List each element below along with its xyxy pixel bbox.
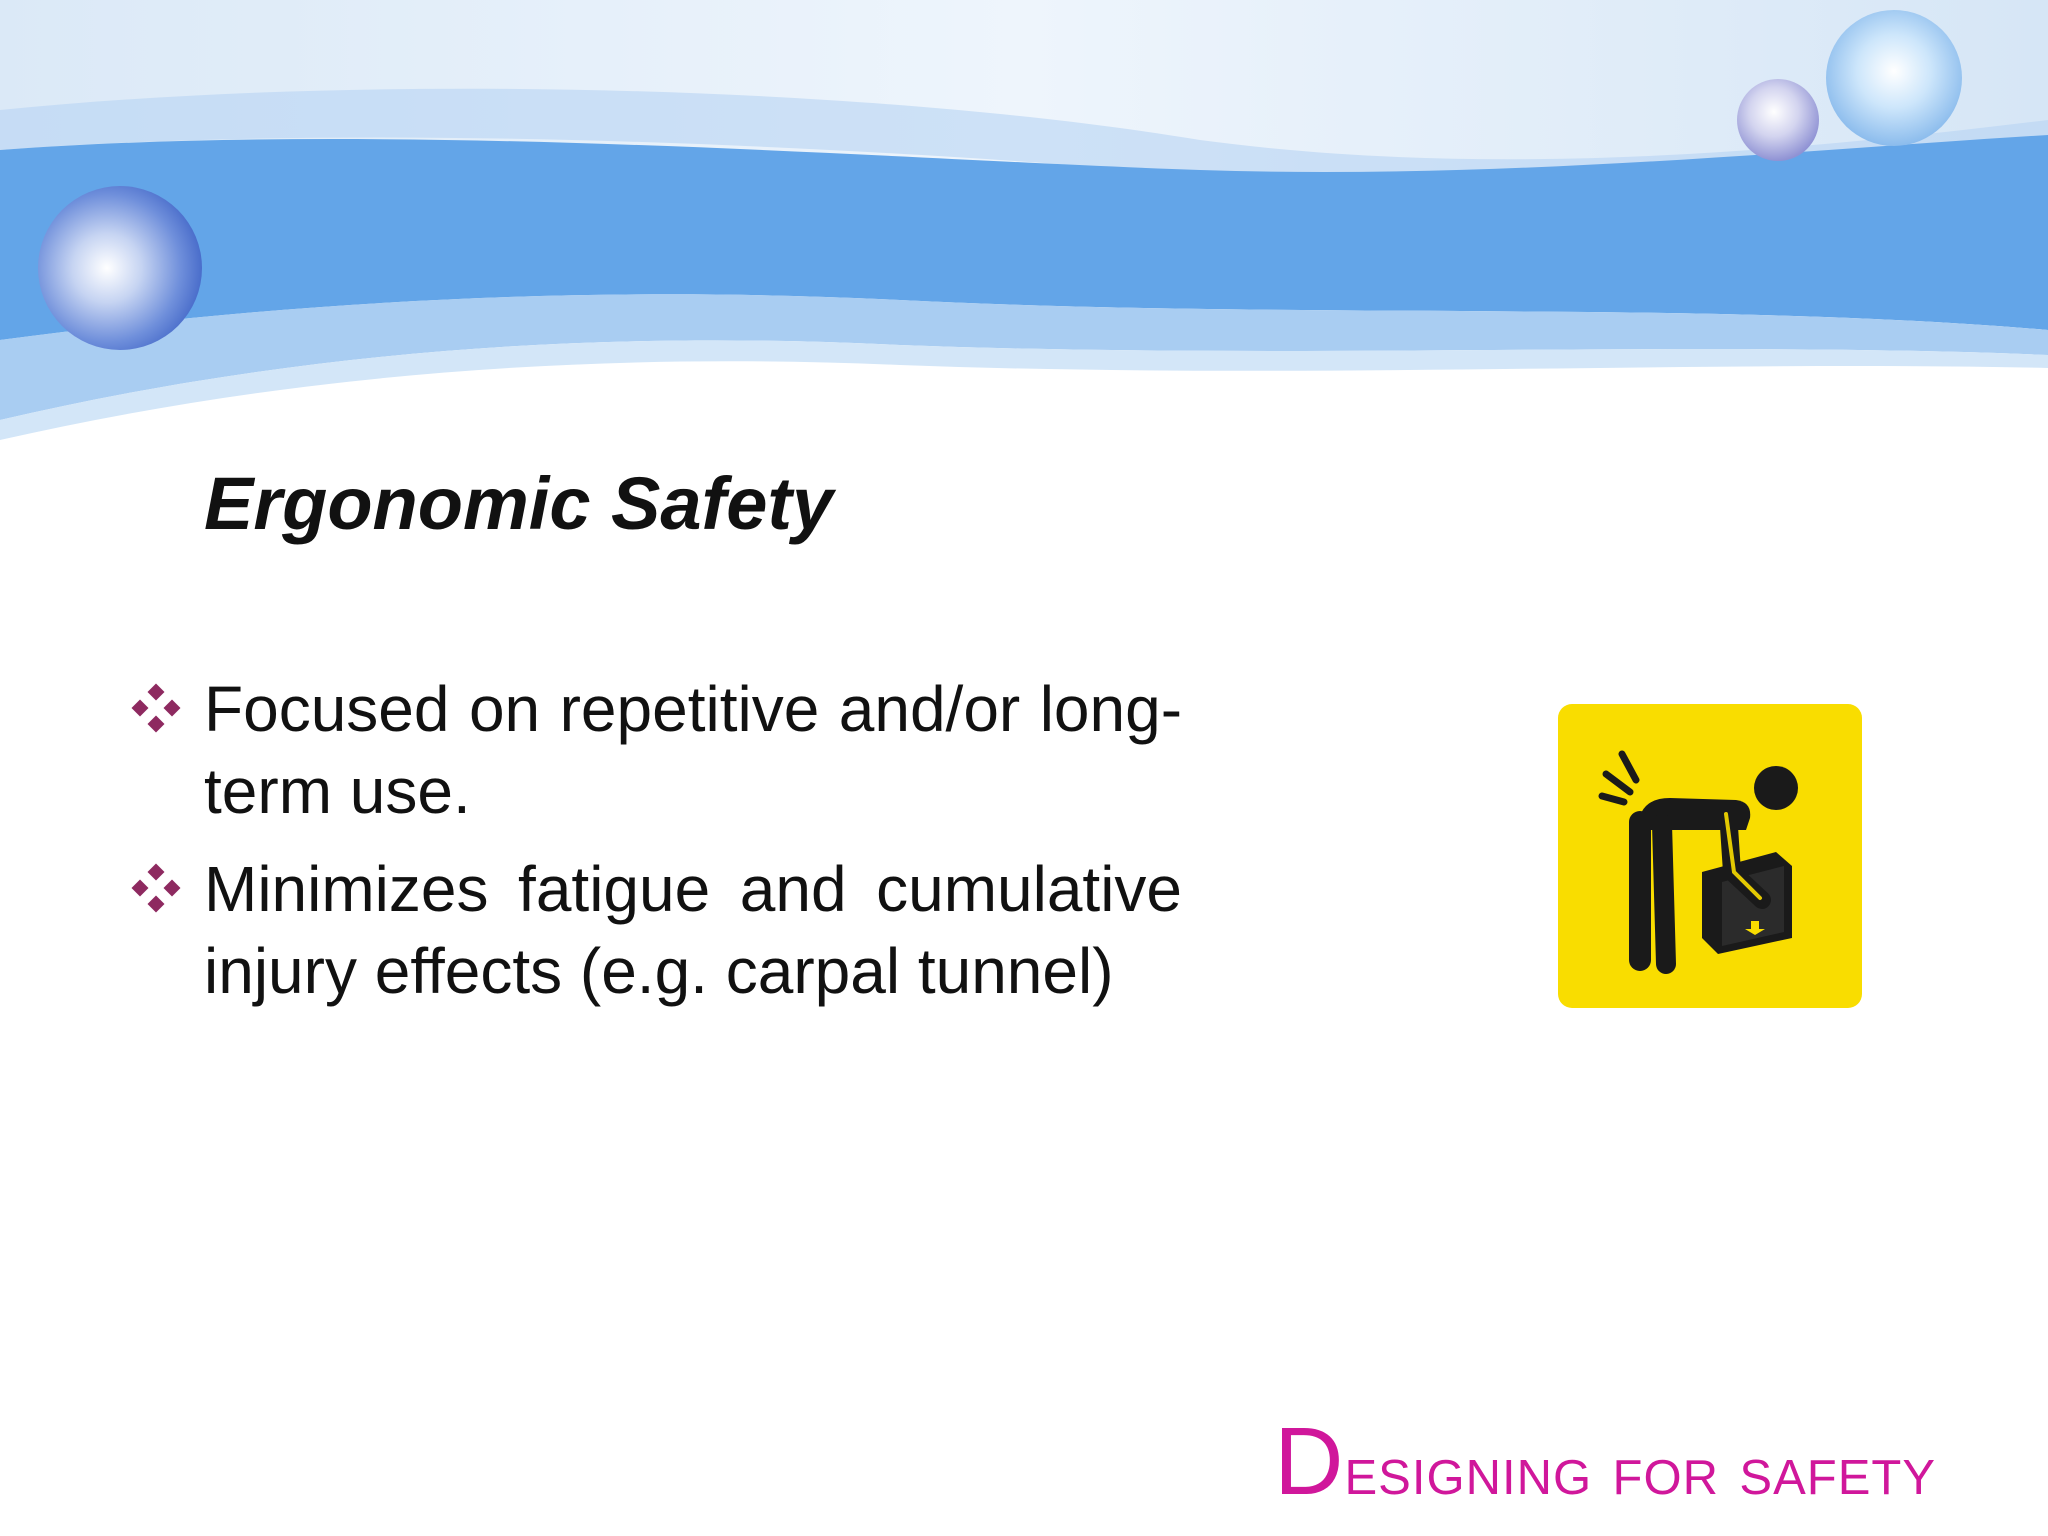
slide-heading: Ergonomic Safety [204, 462, 834, 545]
footer-title-initial: D [1274, 1408, 1345, 1515]
bullet-item-2 [130, 848, 1182, 1012]
bullet-text-2: Minimizes fatigue and cumulative injury effects (e.g. carpal tunnel) [204, 853, 1182, 1007]
footer-title [1274, 1408, 1936, 1520]
bullet-item-1 [130, 668, 1182, 832]
diamond-bullet-icon [130, 682, 182, 734]
bullet-list [130, 668, 1182, 1028]
header-banner [0, 0, 2048, 440]
bullet-text-1: Focused on repetitive and/or long-term use. [204, 673, 1182, 827]
back-injury-lifting-warning-icon [1556, 702, 1864, 1010]
footer-title-rest: esigning for safety [1344, 1431, 1936, 1509]
diamond-bullet-icon [130, 862, 182, 914]
